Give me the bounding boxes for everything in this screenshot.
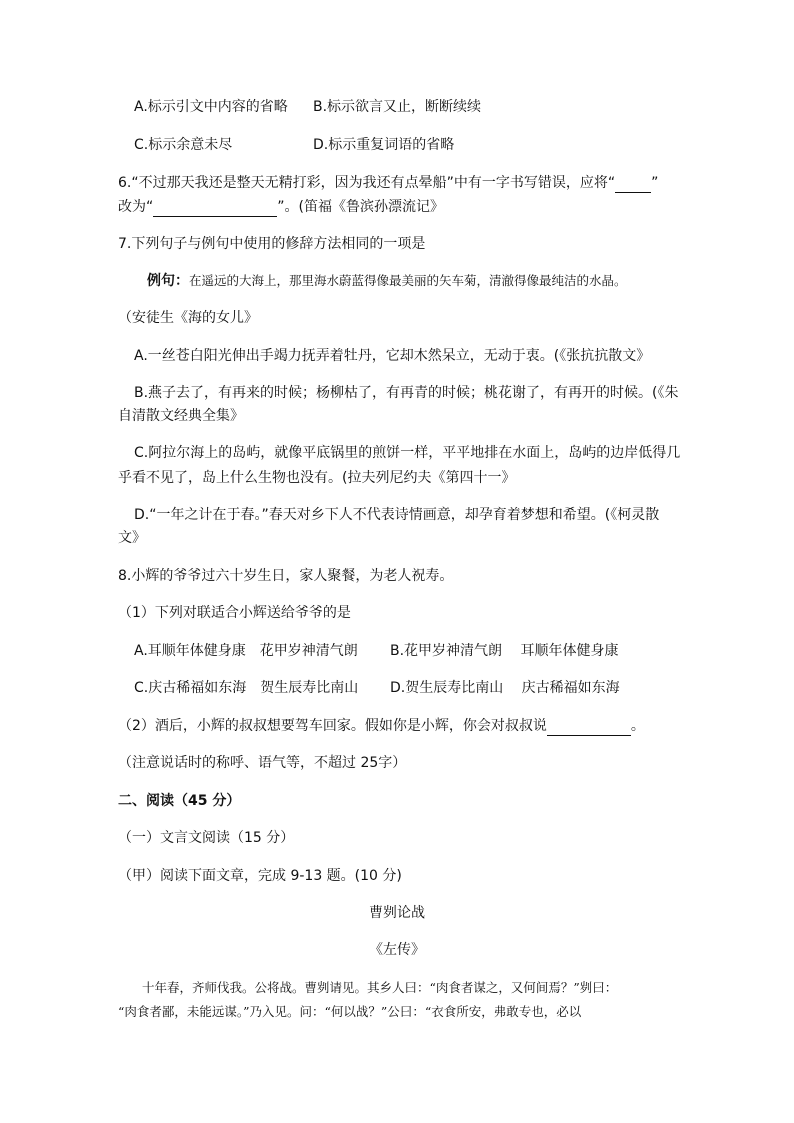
q7-option-b-line1: B.燕子去了，有再来的时候；杨柳枯了，有再青的时候；桃花谢了，有再开的时候。(《朱 [134,385,679,401]
q6-stem-line2 [118,197,444,217]
q7-example-label: 例句： [147,273,189,289]
q5-option-c: C.标示余意未尽 [134,137,233,153]
q6-text-before: 6.“不过那天我还是整天无精打彩，因为我还有点晕船”中有一字书写错误，应将“ [118,175,616,191]
classical-chinese-subheading: （一）文言文阅读（15 分） [118,830,295,846]
q7-example-source: （安徒生《海的女儿》 [118,310,258,326]
q6-line2-after: ”。(笛福《鲁滨孙漂流记》 [277,199,444,215]
passage-source: 《左传》 [369,942,425,958]
passage-title: 曹刿论战 [369,905,425,921]
q8-option-d: D.贺生辰寿比南山 庆古稀福如东海 [390,680,620,696]
q7-option-c-line1: C.阿拉尔海上的岛屿，就像平底锅里的煎饼一样，平平地排在水面上，岛屿的边岸低得几 [134,445,681,461]
q5-option-b: B.标示欲言又止，断断续续 [313,99,482,115]
q6-line2-before: 改为“ [118,199,154,215]
q7-option-b-line2: 自清散文经典全集》 [118,408,244,424]
q8-option-a: A.耳顺年体健身康 花甲岁神清气朗 [134,643,358,659]
q8-option-c: C.庆古稀福如东海 贺生辰寿比南山 [134,680,359,696]
q8-sub2-text: （2）酒后，小辉的叔叔想要驾车回家。假如你是小辉，你会对叔叔说 [118,718,547,734]
q7-option-a: A.一丝苍白阳光伸出手竭力抚弄着牡丹，它却木然呆立，无动于衷。(《张抗抗散文》 [134,348,651,364]
q6-blank-correct-char[interactable] [153,202,277,217]
q8-option-b: B.花甲岁神清气朗 耳顺年体健身康 [390,643,619,659]
passage-paragraph-line1: 十年春，齐师伐我。公将战。曹刿请见。其乡人曰：“肉食者谋之，又何间焉？”刿曰： [142,980,618,995]
passage-paragraph-line2: “肉食者鄙，未能远谋。”乃入见。问：“何以战？”公曰：“衣食所安，弗敢专也，必以 [118,1004,582,1019]
q8-sub1: （1）下列对联适合小辉送给爷爷的是 [118,605,351,621]
passage-a-instruction: （甲）阅读下面文章，完成 9-13 题。(10 分) [118,868,402,884]
q6-text-mid: ” [651,175,659,191]
q8-stem: 8.小辉的爷爷过六十岁生日，家人聚餐，为老人祝寿。 [118,568,454,584]
q8-sub2-end: 。 [630,718,645,734]
section-reading-heading: 二、阅读（45 分） [118,793,241,809]
q7-option-c-line2: 乎看不见了，岛上什么生物也没有。(拉夫列尼约夫《第四十一》 [118,470,516,486]
q6-blank-wrong-char[interactable] [615,178,651,193]
q5-option-a: A.标示引文中内容的省略 [134,99,288,115]
q8-answer-blank[interactable] [547,721,631,736]
q8-note: （注意说话时的称呼、语气等，不超过 25字） [118,755,407,771]
q7-example [147,271,627,291]
q7-option-d-line1: D.“一年之计在于春。”春天对乡下人不代表诗情画意，却孕育着梦想和希望。(《柯灵散 [134,507,660,523]
q7-example-text: 在遥远的大海上，那里海水蔚蓝得像最美丽的矢车菊，清澈得像最纯洁的水晶。 [189,273,627,288]
q6-stem-line1 [118,173,658,193]
q5-option-d: D.标示重复词语的省略 [313,137,455,153]
q8-sub2 [118,716,645,736]
q7-stem: 7.下列句子与例句中使用的修辞方法相同的一项是 [118,236,426,252]
q7-option-d-line2: 文》 [118,530,146,546]
